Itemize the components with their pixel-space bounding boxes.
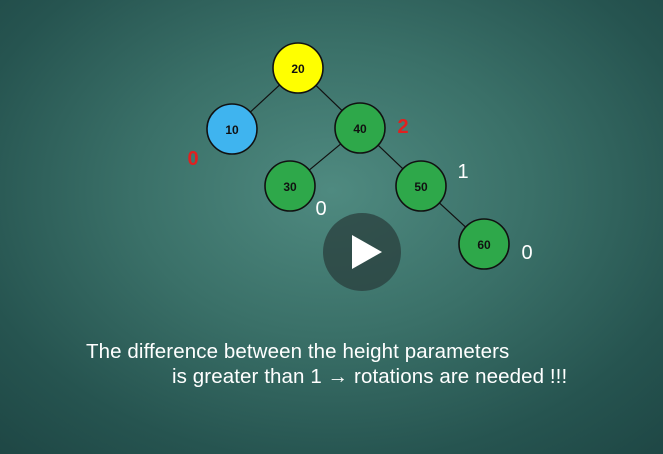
- tree-node-50: [396, 161, 446, 211]
- node-value: 10: [225, 123, 239, 137]
- height-label-40: 2: [397, 116, 409, 138]
- edge-50-60: [439, 203, 465, 227]
- height-label-50: 1: [457, 161, 469, 183]
- height-label-30: 0: [315, 198, 327, 220]
- edge-40-30: [309, 144, 340, 170]
- play-icon: [323, 213, 401, 291]
- node-value: 40: [353, 122, 367, 136]
- node-value: 50: [414, 180, 428, 194]
- node-value: 60: [477, 238, 491, 252]
- edge-20-10: [250, 85, 279, 112]
- caption-line-2: is greater than 1 → rotations are needed !!!: [172, 365, 568, 388]
- tree-node-20: [273, 43, 323, 93]
- caption-line-1: The difference between the height parameters: [86, 340, 510, 363]
- tree-node-10: [207, 104, 257, 154]
- node-value: 30: [283, 180, 297, 194]
- tree-node-40: [335, 103, 385, 153]
- tree-node-60: [459, 219, 509, 269]
- height-label-10: 0: [187, 148, 199, 170]
- height-label-60: 0: [521, 242, 533, 264]
- play-button[interactable]: [323, 213, 401, 291]
- node-value: 20: [291, 62, 305, 76]
- tree-node-30: [265, 161, 315, 211]
- edge-20-40: [316, 85, 342, 110]
- edge-40-50: [378, 145, 403, 169]
